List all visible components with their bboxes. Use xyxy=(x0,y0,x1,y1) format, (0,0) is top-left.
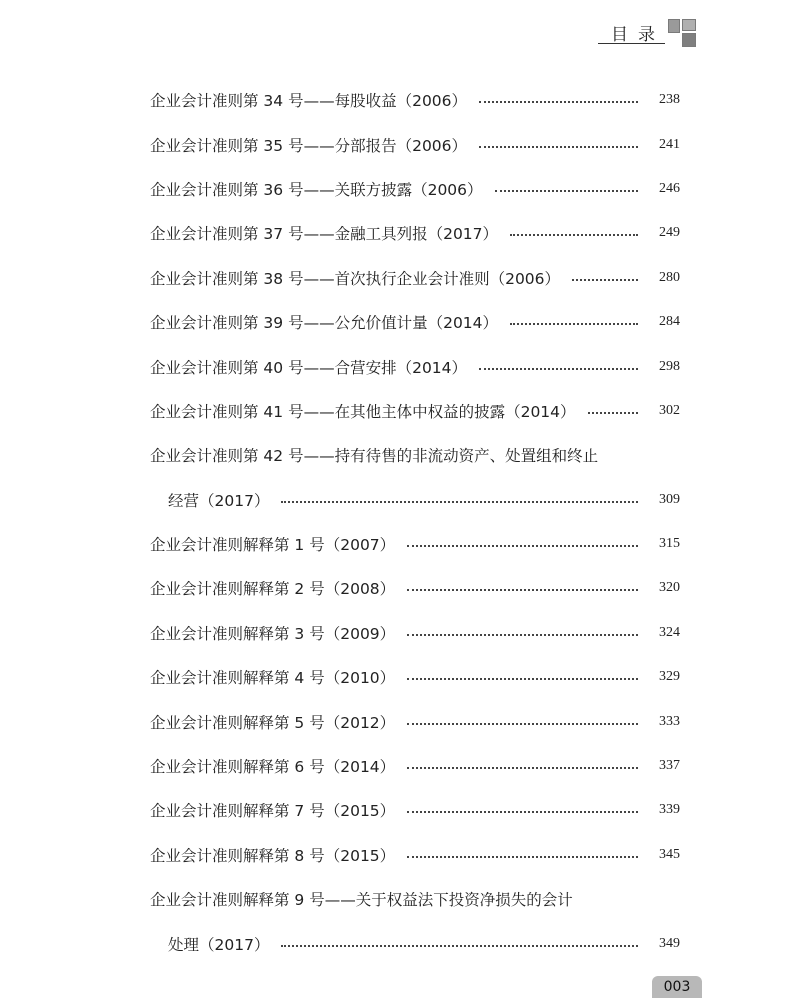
toc-leader-dots xyxy=(407,811,638,813)
toc-leader-dots xyxy=(479,101,638,103)
toc-entry[interactable] xyxy=(150,344,680,388)
toc-entry-title: 企业会计准则第 41 号——在其他主体中权益的披露（2014） xyxy=(150,402,576,421)
toc-entry-page: 320 xyxy=(659,580,680,596)
toc-entry-page: 329 xyxy=(659,669,680,685)
toc-entry-title: 企业会计准则解释第 3 号（2009） xyxy=(150,624,396,643)
toc-entry[interactable] xyxy=(150,167,680,211)
toc-entry[interactable] xyxy=(150,122,680,166)
toc-leader-dots xyxy=(407,767,638,769)
toc-entry-continuation[interactable] xyxy=(150,921,680,965)
toc-leader-dots xyxy=(572,279,638,281)
toc-leader-dots xyxy=(588,412,638,414)
decorative-squares-icon xyxy=(668,16,702,48)
toc-entry-title: 企业会计准则第 37 号——金融工具列报（2017） xyxy=(150,225,499,244)
toc-leader-dots xyxy=(407,545,638,547)
toc-leader-dots xyxy=(281,501,638,503)
header-underline xyxy=(598,43,665,44)
toc-leader-dots xyxy=(407,678,638,680)
toc-entry[interactable] xyxy=(150,744,680,788)
toc-entry[interactable] xyxy=(150,833,680,877)
toc-entry-title: 企业会计准则解释第 6 号（2014） xyxy=(150,758,396,777)
toc-entry-page: 333 xyxy=(659,713,680,729)
toc-entry[interactable] xyxy=(150,655,680,699)
toc-leader-dots xyxy=(495,190,638,192)
toc-entry-title: 企业会计准则第 40 号——合营安排（2014） xyxy=(150,358,468,377)
toc-entry[interactable] xyxy=(150,788,680,832)
toc-entry-title: 企业会计准则第 42 号——持有待售的非流动资产、处置组和终止 xyxy=(150,447,599,466)
toc-entry-title: 企业会计准则第 35 号——分部报告（2006） xyxy=(150,136,468,155)
toc-entry[interactable] xyxy=(150,78,680,122)
toc-entry[interactable] xyxy=(150,699,680,743)
toc-leader-dots xyxy=(479,368,638,370)
toc-entry-page: 309 xyxy=(659,491,680,507)
toc-entry[interactable] xyxy=(150,300,680,344)
toc-leader-dots xyxy=(281,945,638,947)
toc-entry-title: 企业会计准则解释第 5 号（2012） xyxy=(150,713,396,732)
toc-entry-page: 238 xyxy=(659,92,680,108)
toc-entry-title: 企业会计准则解释第 8 号（2015） xyxy=(150,846,396,865)
toc-entry-page: 345 xyxy=(659,846,680,862)
toc-entry[interactable] xyxy=(150,566,680,610)
toc-entry-title: 企业会计准则第 39 号——公允价值计量（2014） xyxy=(150,314,499,333)
toc-entry-title: 企业会计准则第 38 号——首次执行企业会计准则（2006） xyxy=(150,269,561,288)
toc-entry-page: 337 xyxy=(659,758,680,774)
toc-entry[interactable] xyxy=(150,256,680,300)
page-header xyxy=(0,16,800,56)
toc-entry-title: 企业会计准则解释第 7 号（2015） xyxy=(150,802,396,821)
toc-entry-continuation[interactable] xyxy=(150,478,680,522)
toc-entry[interactable] xyxy=(150,433,680,477)
toc-leader-dots xyxy=(407,589,638,591)
toc-entry-page: 280 xyxy=(659,269,680,285)
toc-leader-dots xyxy=(510,234,638,236)
toc-leader-dots xyxy=(407,723,638,725)
toc-entry-title: 企业会计准则第 36 号——关联方披露（2006） xyxy=(150,180,483,199)
toc-entry-page: 249 xyxy=(659,225,680,241)
toc-entry-title: 处理（2017） xyxy=(168,935,270,954)
toc-entry-title: 经营（2017） xyxy=(168,491,270,510)
toc-entry-page: 298 xyxy=(659,358,680,374)
toc-entry-page: 349 xyxy=(659,935,680,951)
table-of-contents xyxy=(150,78,680,966)
toc-entry[interactable] xyxy=(150,522,680,566)
toc-entry[interactable] xyxy=(150,611,680,655)
toc-leader-dots xyxy=(510,323,638,325)
toc-entry-page: 246 xyxy=(659,180,680,196)
toc-entry[interactable] xyxy=(150,877,680,921)
toc-entry[interactable] xyxy=(150,211,680,255)
toc-entry-title: 企业会计准则解释第 2 号（2008） xyxy=(150,580,396,599)
toc-entry-page: 302 xyxy=(659,402,680,418)
page-number-badge: 003 xyxy=(652,976,702,998)
toc-entry[interactable] xyxy=(150,389,680,433)
toc-entry-page: 241 xyxy=(659,136,680,152)
toc-entry-title: 企业会计准则第 34 号——每股收益（2006） xyxy=(150,92,468,111)
toc-entry-title: 企业会计准则解释第 9 号——关于权益法下投资净损失的会计 xyxy=(150,891,573,910)
toc-entry-page: 339 xyxy=(659,802,680,818)
toc-entry-page: 284 xyxy=(659,314,680,330)
toc-leader-dots xyxy=(407,634,638,636)
toc-entry-title: 企业会计准则解释第 1 号（2007） xyxy=(150,536,396,555)
toc-entry-title: 企业会计准则解释第 4 号（2010） xyxy=(150,669,396,688)
toc-entry-page: 324 xyxy=(659,624,680,640)
header-title: 目录 xyxy=(611,25,665,45)
toc-entry-page: 315 xyxy=(659,536,680,552)
toc-leader-dots xyxy=(479,146,638,148)
toc-leader-dots xyxy=(407,856,638,858)
